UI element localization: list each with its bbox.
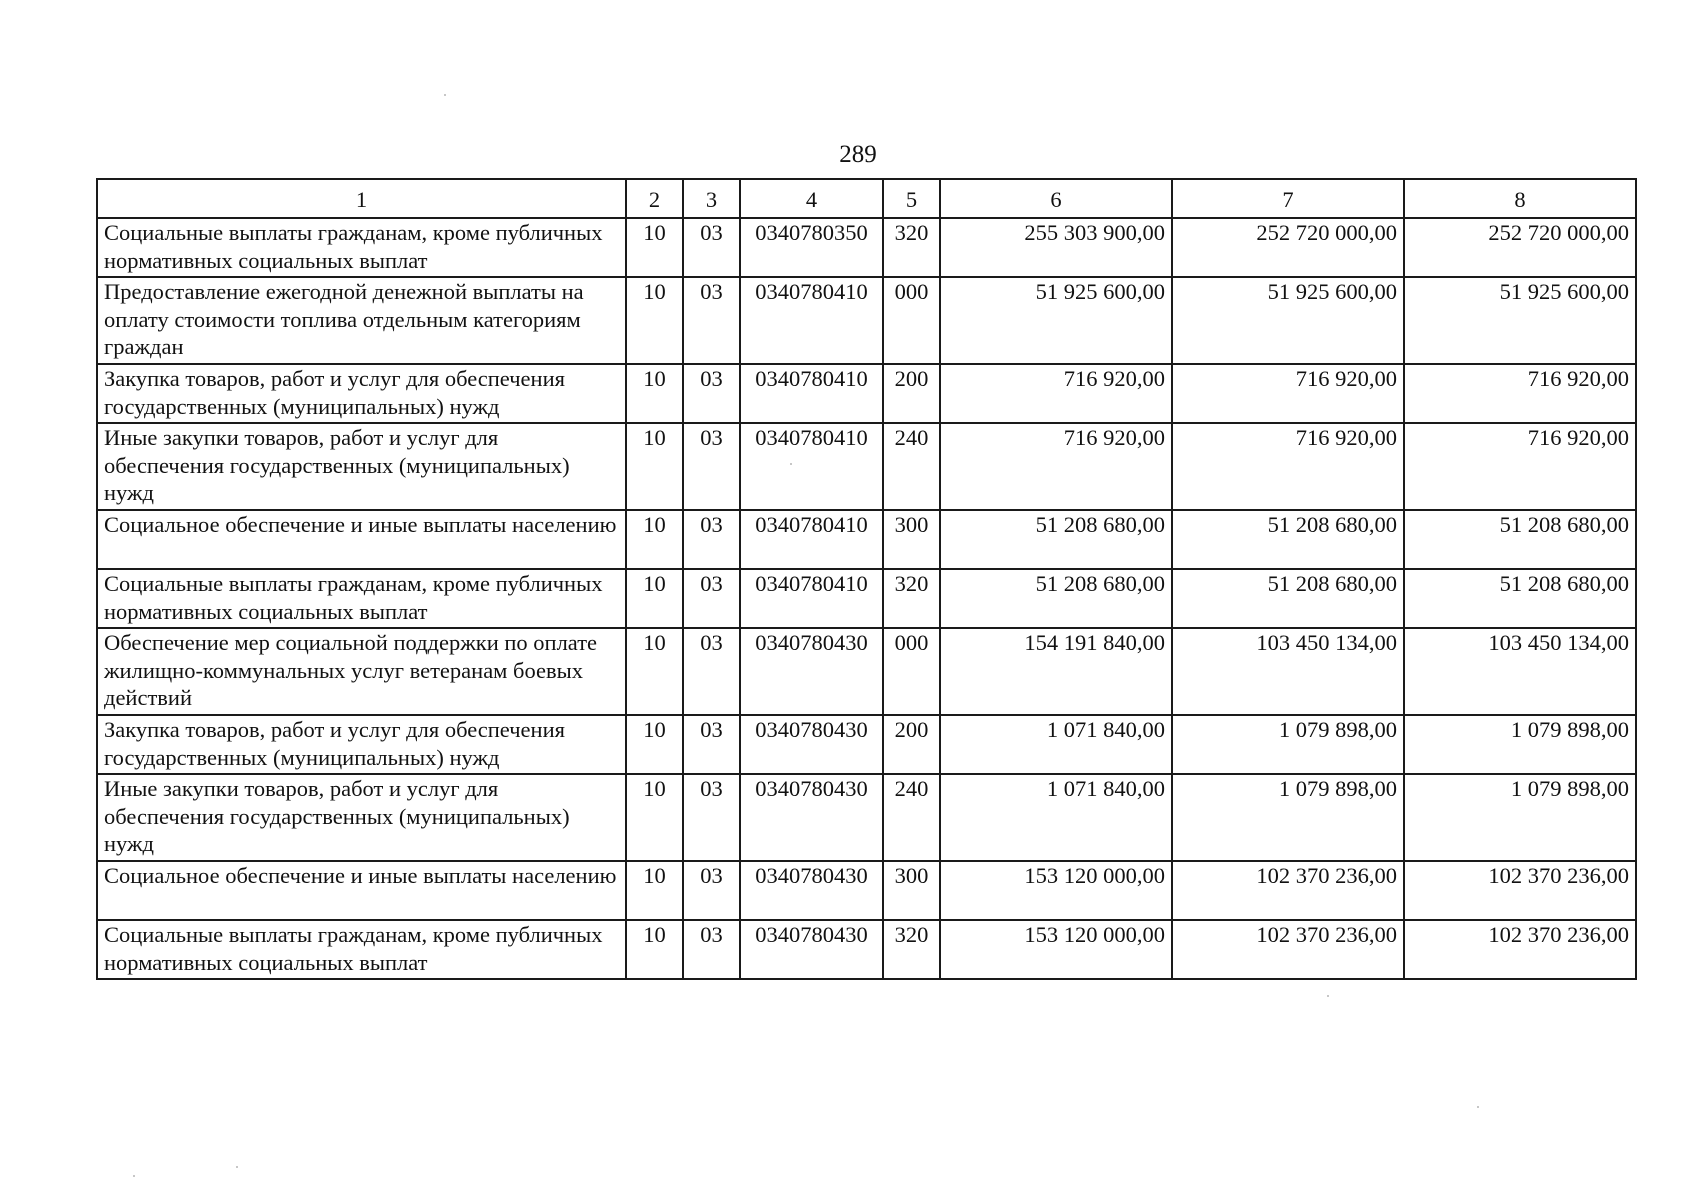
amount-col-8: 1 079 898,00 xyxy=(1404,715,1636,774)
column-header: 5 xyxy=(883,179,940,218)
amount-col-6: 255 303 900,00 xyxy=(940,218,1172,277)
amount-col-8: 51 208 680,00 xyxy=(1404,510,1636,569)
target-article-code: 0340780350 xyxy=(740,218,883,277)
amount-col-7: 716 920,00 xyxy=(1172,364,1404,423)
table-row xyxy=(97,423,1636,510)
subsection-code: 03 xyxy=(683,510,740,569)
amount-col-8: 102 370 236,00 xyxy=(1404,861,1636,920)
row-name: Социальное обеспечение и иные выплаты населению xyxy=(97,861,626,920)
amount-col-7: 252 720 000,00 xyxy=(1172,218,1404,277)
subsection-code: 03 xyxy=(683,715,740,774)
column-header: 6 xyxy=(940,179,1172,218)
row-name: Закупка товаров, работ и услуг для обеспечения государственных (муниципальных) нужд xyxy=(97,364,626,423)
amount-col-7: 51 208 680,00 xyxy=(1172,569,1404,628)
target-article-code: 0340780410 xyxy=(740,423,883,510)
header-row xyxy=(97,179,1636,218)
section-code: 10 xyxy=(626,218,683,277)
section-code: 10 xyxy=(626,920,683,979)
amount-col-8: 102 370 236,00 xyxy=(1404,920,1636,979)
column-header: 3 xyxy=(683,179,740,218)
subsection-code: 03 xyxy=(683,628,740,715)
table-row xyxy=(97,510,1636,569)
row-name: Предоставление ежегодной денежной выплаты на оплату стоимости топлива отдельным категориям граждан xyxy=(97,277,626,364)
amount-col-7: 103 450 134,00 xyxy=(1172,628,1404,715)
row-name: Закупка товаров, работ и услуг для обеспечения государственных (муниципальных) нужд xyxy=(97,715,626,774)
amount-col-6: 153 120 000,00 xyxy=(940,861,1172,920)
expense-type-code: 300 xyxy=(883,861,940,920)
amount-col-8: 51 208 680,00 xyxy=(1404,569,1636,628)
expense-type-code: 000 xyxy=(883,277,940,364)
amount-col-7: 51 208 680,00 xyxy=(1172,510,1404,569)
amount-col-7: 51 925 600,00 xyxy=(1172,277,1404,364)
section-code: 10 xyxy=(626,774,683,861)
subsection-code: 03 xyxy=(683,218,740,277)
row-name: Социальное обеспечение и иные выплаты населению xyxy=(97,510,626,569)
amount-col-6: 51 208 680,00 xyxy=(940,510,1172,569)
section-code: 10 xyxy=(626,628,683,715)
budget-table xyxy=(96,178,1637,980)
scan-speck xyxy=(236,1166,238,1168)
scan-speck xyxy=(444,94,446,96)
section-code: 10 xyxy=(626,510,683,569)
column-header: 4 xyxy=(740,179,883,218)
amount-col-8: 252 720 000,00 xyxy=(1404,218,1636,277)
table-row xyxy=(97,364,1636,423)
row-name: Иные закупки товаров, работ и услуг для обеспечения государственных (муниципальных) нужд xyxy=(97,774,626,861)
target-article-code: 0340780430 xyxy=(740,715,883,774)
amount-col-6: 1 071 840,00 xyxy=(940,715,1172,774)
section-code: 10 xyxy=(626,569,683,628)
target-article-code: 0340780410 xyxy=(740,569,883,628)
expense-type-code: 200 xyxy=(883,715,940,774)
amount-col-8: 1 079 898,00 xyxy=(1404,774,1636,861)
row-name: Социальные выплаты гражданам, кроме публичных нормативных социальных выплат xyxy=(97,920,626,979)
table-row xyxy=(97,774,1636,861)
table-row xyxy=(97,218,1636,277)
expense-type-code: 000 xyxy=(883,628,940,715)
target-article-code: 0340780430 xyxy=(740,628,883,715)
target-article-code: 0340780410 xyxy=(740,277,883,364)
column-header: 1 xyxy=(97,179,626,218)
subsection-code: 03 xyxy=(683,774,740,861)
subsection-code: 03 xyxy=(683,920,740,979)
expense-type-code: 200 xyxy=(883,364,940,423)
section-code: 10 xyxy=(626,861,683,920)
target-article-code: 0340780430 xyxy=(740,920,883,979)
amount-col-8: 51 925 600,00 xyxy=(1404,277,1636,364)
target-article-code: 0340780410 xyxy=(740,510,883,569)
target-article-code: 0340780430 xyxy=(740,861,883,920)
expense-type-code: 240 xyxy=(883,423,940,510)
page-number: 289 xyxy=(839,141,877,168)
row-name: Социальные выплаты гражданам, кроме публичных нормативных социальных выплат xyxy=(97,218,626,277)
amount-col-7: 102 370 236,00 xyxy=(1172,920,1404,979)
subsection-code: 03 xyxy=(683,423,740,510)
table-row xyxy=(97,715,1636,774)
amount-col-6: 716 920,00 xyxy=(940,423,1172,510)
amount-col-7: 1 079 898,00 xyxy=(1172,715,1404,774)
column-header: 7 xyxy=(1172,179,1404,218)
column-header: 8 xyxy=(1404,179,1636,218)
scan-speck xyxy=(133,1175,135,1177)
target-article-code: 0340780410 xyxy=(740,364,883,423)
amount-col-8: 716 920,00 xyxy=(1404,423,1636,510)
row-name: Социальные выплаты гражданам, кроме публичных нормативных социальных выплат xyxy=(97,569,626,628)
amount-col-6: 153 120 000,00 xyxy=(940,920,1172,979)
row-name: Иные закупки товаров, работ и услуг для обеспечения государственных (муниципальных) нужд xyxy=(97,423,626,510)
table-row xyxy=(97,277,1636,364)
amount-col-6: 51 208 680,00 xyxy=(940,569,1172,628)
amount-col-7: 102 370 236,00 xyxy=(1172,861,1404,920)
target-article-code: 0340780430 xyxy=(740,774,883,861)
amount-col-7: 716 920,00 xyxy=(1172,423,1404,510)
scan-speck xyxy=(1327,995,1329,997)
section-code: 10 xyxy=(626,277,683,364)
expense-type-code: 320 xyxy=(883,218,940,277)
subsection-code: 03 xyxy=(683,569,740,628)
subsection-code: 03 xyxy=(683,277,740,364)
section-code: 10 xyxy=(626,715,683,774)
expense-type-code: 240 xyxy=(883,774,940,861)
table-row xyxy=(97,569,1636,628)
amount-col-6: 154 191 840,00 xyxy=(940,628,1172,715)
amount-col-6: 716 920,00 xyxy=(940,364,1172,423)
section-code: 10 xyxy=(626,364,683,423)
expense-type-code: 300 xyxy=(883,510,940,569)
row-name: Обеспечение мер социальной поддержки по оплате жилищно-коммунальных услуг ветеранам боевых действий xyxy=(97,628,626,715)
amount-col-7: 1 079 898,00 xyxy=(1172,774,1404,861)
section-code: 10 xyxy=(626,423,683,510)
amount-col-6: 51 925 600,00 xyxy=(940,277,1172,364)
scan-speck xyxy=(1477,1106,1479,1108)
subsection-code: 03 xyxy=(683,861,740,920)
amount-col-8: 103 450 134,00 xyxy=(1404,628,1636,715)
expense-type-code: 320 xyxy=(883,569,940,628)
expense-type-code: 320 xyxy=(883,920,940,979)
table-row xyxy=(97,920,1636,979)
column-header: 2 xyxy=(626,179,683,218)
table-row xyxy=(97,861,1636,920)
amount-col-8: 716 920,00 xyxy=(1404,364,1636,423)
table-row xyxy=(97,628,1636,715)
subsection-code: 03 xyxy=(683,364,740,423)
amount-col-6: 1 071 840,00 xyxy=(940,774,1172,861)
